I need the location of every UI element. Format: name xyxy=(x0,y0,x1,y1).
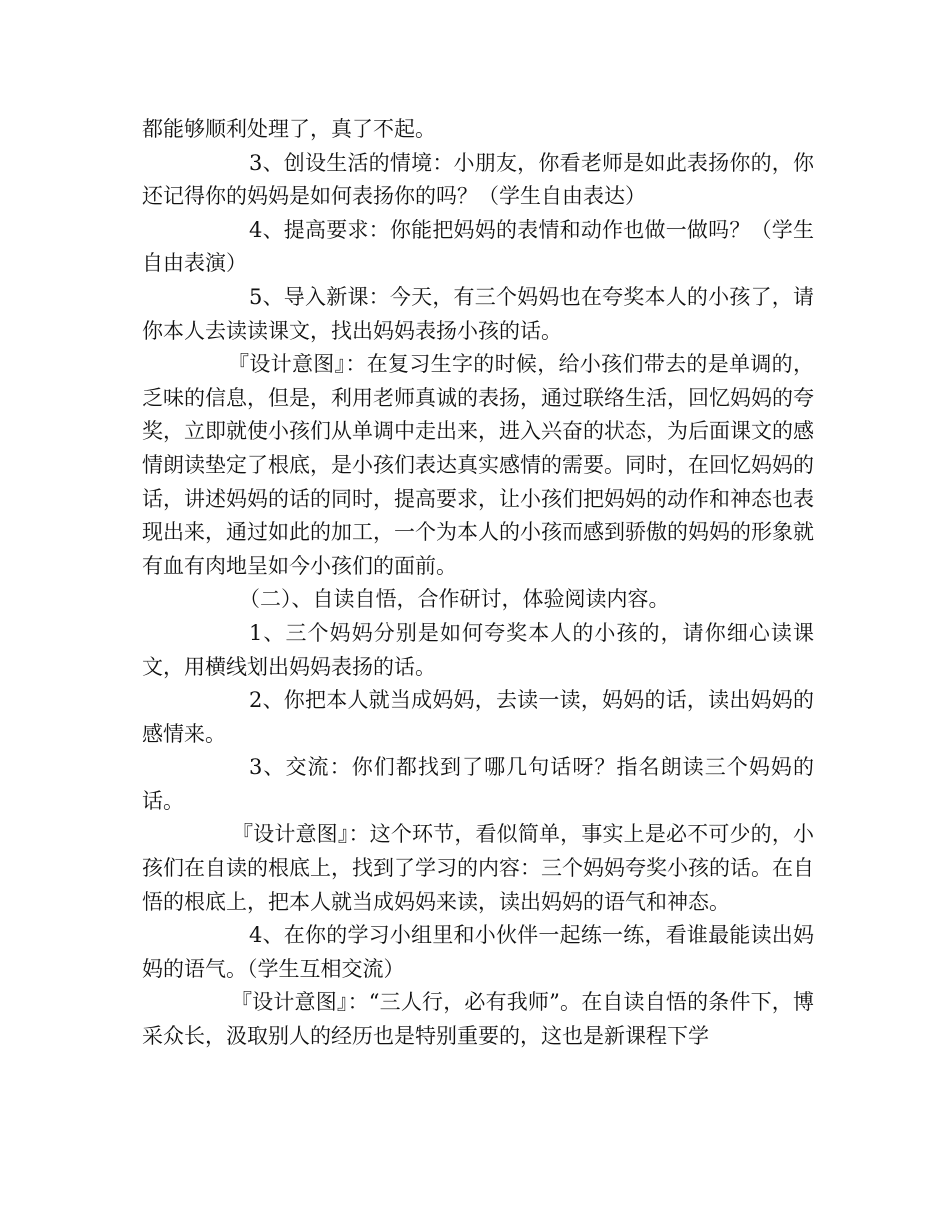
design-intent-paragraph-2: 『设计意图』：这个环节，看似简单，事实上是必不可少的，小孩们在自读的根底上，找到了学习的内容：三个妈妈夸奖小孩的话。在自悟的根底上，把本人就当成妈妈来读，读出妈妈的语气和神态。 xyxy=(142,822,814,914)
paragraph-10: 4、在你的学习小组里和小伙伴一起练一练，看谁最能读出妈妈的语气。（学生互相交流） xyxy=(142,923,814,981)
paragraph-3: 4、提高要求：你能把妈妈的表情和动作也做一做吗？（学生自由表演） xyxy=(142,217,814,276)
design-intent-paragraph-1: 『设计意图』：在复习生字的时候，给小孩们带去的是单调的，乏味的信息，但是，利用老师真诚的表扬，通过联络生活，回忆妈妈的夸奖，立即就使小孩们从单调中走出来，进入兴奋的状态，为后面课文的感情朗读垫定了根底，是小孩们表达真实感情的需要。同时，在回忆妈妈的话，讲述妈妈的话的同时，提高要求，让小孩们把妈妈的动作和神态也表现出来，通过如此的加工，一个为本人的小孩而感到骄傲的妈妈的形象就有血有肉地呈如今小孩们的面前。 xyxy=(142,352,814,578)
design-intent-paragraph-3: 『设计意图』：“三人行，必有我师”。在自读自悟的条件下，博采众长，汲取别人的经历也是特别重要的，这也是新课程下学 xyxy=(142,990,814,1049)
paragraph-7: 2、你把本人就当成妈妈，去读一读，妈妈的话，读出妈妈的感情来。 xyxy=(142,688,814,746)
paragraph-4: 5、导入新课：今天，有三个妈妈也在夸奖本人的小孩了，请你本人去读读课文，找出妈妈表扬小孩的话。 xyxy=(142,284,814,343)
paragraph-1: 都能够顺利处理了，真了不起。 xyxy=(142,117,436,141)
paragraph-6: 1、三个妈妈分别是如何夸奖本人的小孩的，请你细心读课文，用横线划出妈妈表扬的话。 xyxy=(142,620,814,679)
paragraph-8: 3、交流：你们都找到了哪几句话呀？指名朗读三个妈妈的话。 xyxy=(142,755,814,813)
document-body xyxy=(142,113,814,1054)
section-heading: （二）、自读自悟，合作研讨，体验阅读内容。 xyxy=(239,587,670,612)
paragraph-2: 3、创设生活的情境：小朋友，你看老师是如此表扬你的，你还记得你的妈妈是如何表扬你的吗？（学生自由表达） xyxy=(142,150,814,209)
